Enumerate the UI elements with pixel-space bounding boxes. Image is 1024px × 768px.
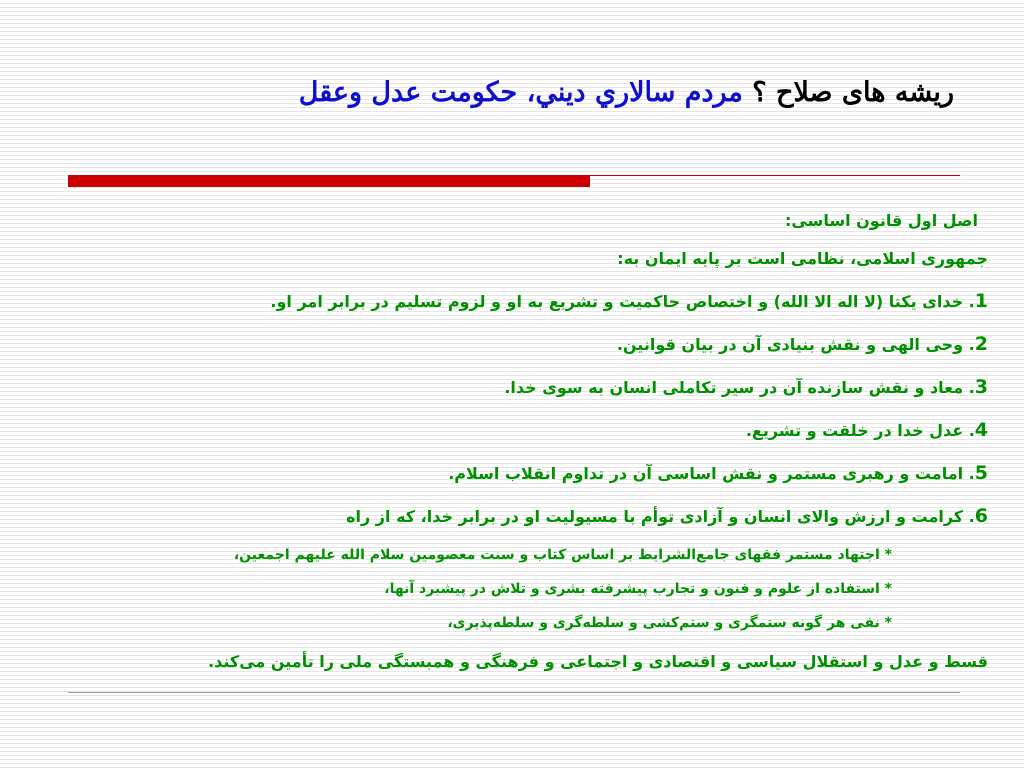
item-text: . خدای یکتا (لا اله الا الله) و اختصاص حاکمیت و تشریع به او و لزوم تسلیم در برابر امر او. bbox=[270, 292, 975, 311]
item-number: 1 bbox=[974, 290, 988, 312]
closing-line: قسط و عدل و استقلال سیاسی و اقتصادی و اجتماعی و فرهنگی و همبستگی ملی را تأمین می‌کند. bbox=[208, 652, 988, 671]
principle-item bbox=[58, 366, 988, 409]
sub-item: * نفی هر گونه ستمگری و ستم‌کشی و سلطه‌گری و سلطه‌پذیری، bbox=[447, 615, 892, 631]
item-text: . وحی الهی و نقش بنیادی آن در بیان قوانین. bbox=[616, 335, 975, 354]
item-number: 3 bbox=[974, 376, 988, 398]
principle-item bbox=[58, 409, 988, 452]
title-underline-bar bbox=[68, 175, 590, 187]
body-text bbox=[58, 204, 988, 684]
principle-item bbox=[58, 323, 988, 366]
article-heading: اصل اول قانون اساسی: bbox=[785, 211, 978, 230]
title-accent: مردم سالاري ديني، حكومت عدل وعقل bbox=[298, 77, 743, 108]
title-lead: ريشه های صلاح ؟ bbox=[752, 77, 954, 108]
principle-item bbox=[58, 452, 988, 495]
slide-title bbox=[54, 66, 954, 120]
principle-item bbox=[58, 280, 988, 323]
title-underline-thin bbox=[590, 175, 960, 176]
sub-item: * استفاده از علوم و فنون و تجارب پیشرفته بشری و تلاش در پیشبرد آنها، bbox=[384, 581, 892, 597]
item-number: 2 bbox=[974, 333, 988, 355]
item-number: 4 bbox=[974, 419, 988, 441]
item-text: . امامت و رهبری مستمر و نقش اساسی آن در تداوم انقلاب اسلام. bbox=[448, 464, 975, 483]
item-number: 6 bbox=[974, 505, 988, 527]
item-text: . کرامت و ارزش والای انسان و آزادی توأم با مسیولیت او در برابر خدا، که از راه bbox=[346, 507, 975, 526]
sub-item: * اجتهاد مستمر فقهای جامع‌الشرایط بر اساس کتاب و سنت معصومین سلام الله علیهم اجمعین، bbox=[233, 547, 892, 563]
item-text: . عدل خدا در خلقت و تشریع. bbox=[745, 421, 975, 440]
article-intro: جمهوری اسلامی، نظامی است بر پایه ایمان به: bbox=[617, 249, 988, 268]
principle-item bbox=[58, 495, 988, 538]
item-text: . معاد و نقش سازنده آن در سیر تکاملی انسان به سوی خدا. bbox=[504, 378, 975, 397]
item-number: 5 bbox=[974, 462, 988, 484]
bottom-divider bbox=[68, 692, 960, 693]
